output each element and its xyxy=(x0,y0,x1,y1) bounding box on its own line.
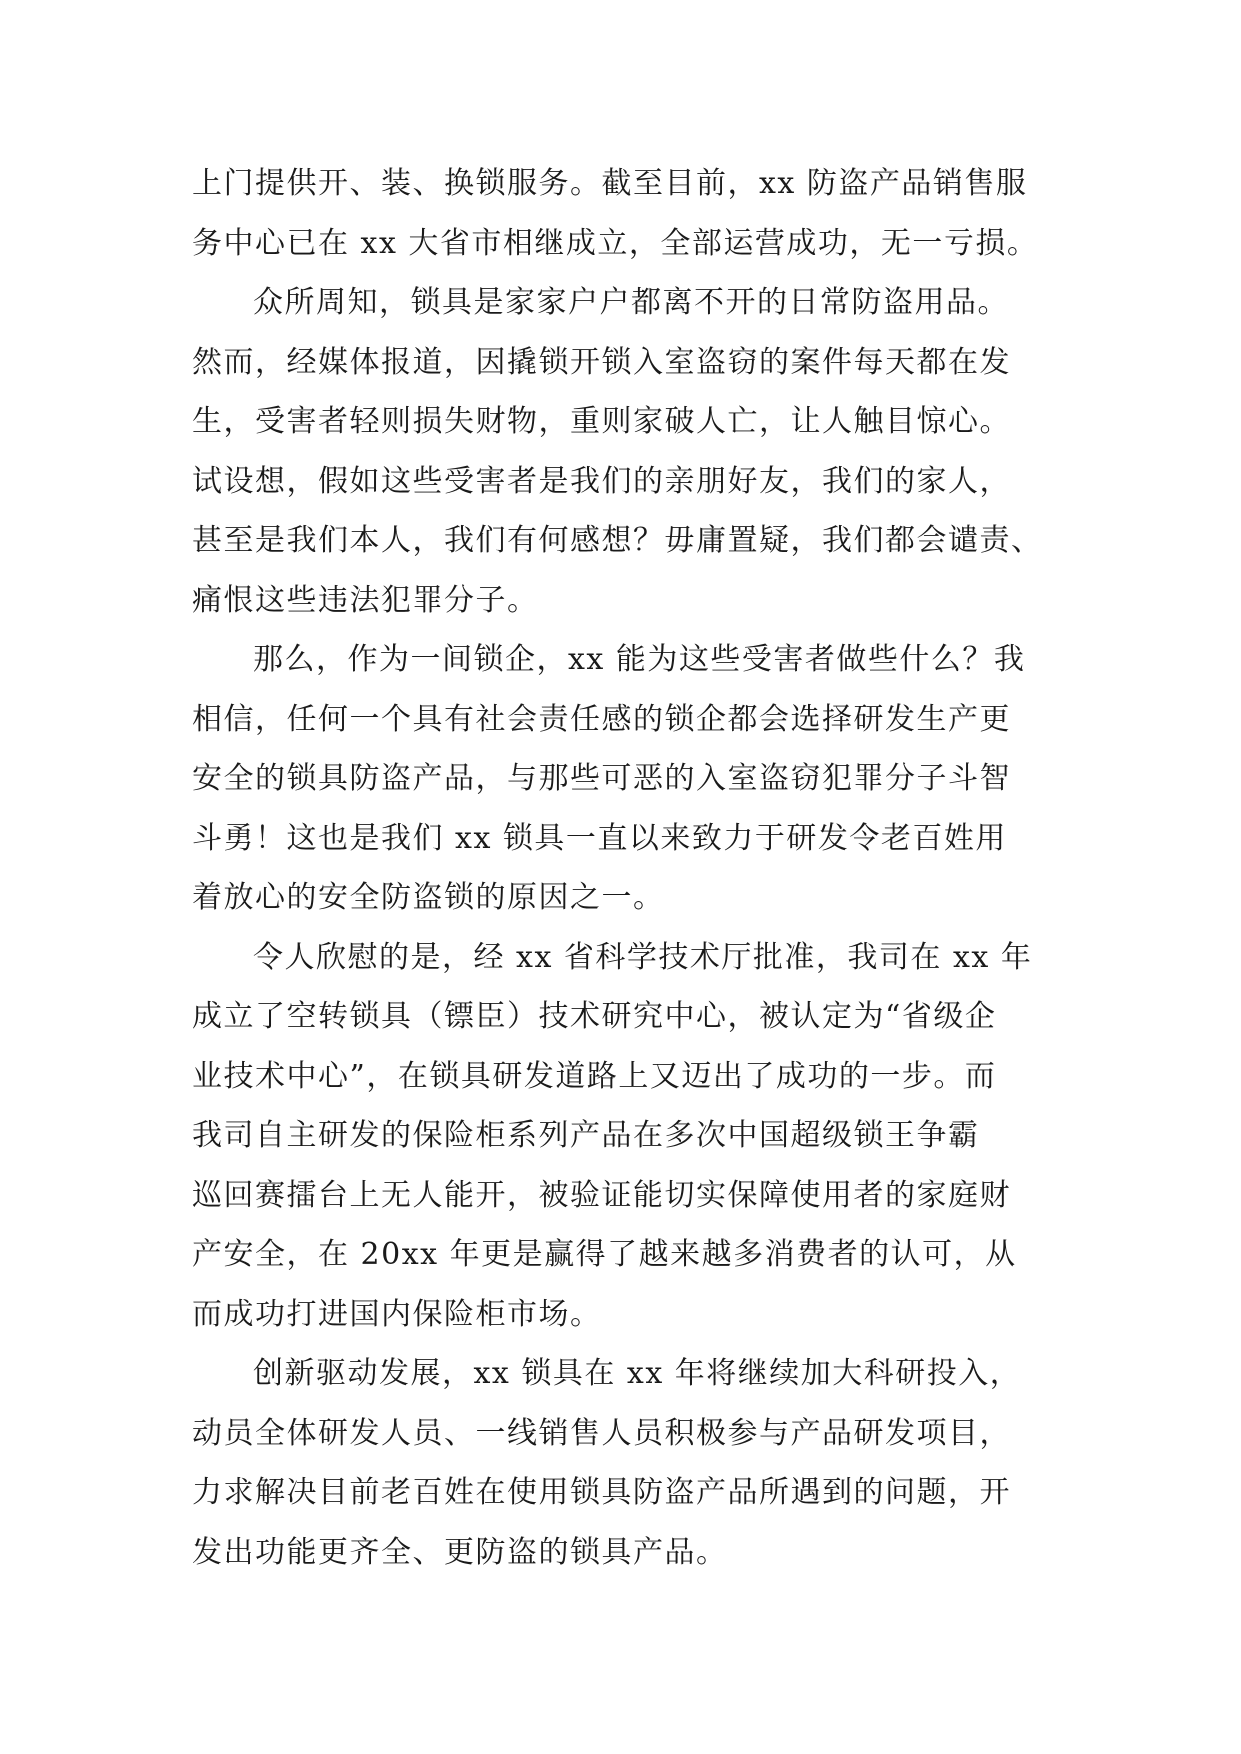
paragraph-5-line-2: 动员全体研发人员、一线销售人员积极参与产品研发项目， xyxy=(192,1415,1011,1451)
paragraph-2-line-5: 甚至是我们本人，我们有何感想？毋庸置疑，我们都会谴责、 xyxy=(192,523,1043,558)
paragraph-4-line-3: 业技术中心”，在锁具研发道路上又迈出了成功的一步。而 xyxy=(192,1058,997,1094)
paragraph-4-line-6: 产安全，在 20xx 年更是赢得了越来越多消费者的认可，从 xyxy=(192,1237,1017,1272)
paragraph-2-line-2: 然而，经媒体报道，因撬锁开锁入室盗窃的案件每天都在发 xyxy=(192,344,1011,380)
paragraph-4-line-4: 我司自主研发的保险柜系列产品在多次中国超级锁王争霸 xyxy=(192,1118,980,1153)
paragraph-4-line-1: 令人欣慰的是，经 xx 省科学技术厅批准，我司在 xx 年 xyxy=(253,939,1033,975)
paragraph-2-line-6: 痛恨这些违法犯罪分子。 xyxy=(192,582,539,618)
paragraph-3-line-1: 那么，作为一间锁企，xx 能为这些受害者做些什么？我 xyxy=(253,642,1026,677)
paragraph-4-line-7: 而成功打进国内保险柜市场。 xyxy=(192,1296,602,1332)
paragraph-3-line-3: 安全的锁具防盗产品，与那些可恶的入室盗窃犯罪分子斗智 xyxy=(192,761,1011,796)
paragraph-1-line-2: 务中心已在 xx 大省市相继成立，全部运营成功，无一亏损。 xyxy=(192,225,1039,261)
paragraph-1-line-1: 上门提供开、装、换锁服务。截至目前，xx 防盗产品销售服 xyxy=(192,166,1028,201)
paragraph-3-line-2: 相信，任何一个具有社会责任感的锁企都会选择研发生产更 xyxy=(192,701,1011,737)
paragraph-3-line-4: 斗勇！这也是我们 xx 锁具一直以来致力于研发令老百姓用 xyxy=(192,820,1007,856)
paragraph-2-line-3: 生，受害者轻则损失财物，重则家破人亡，让人触目惊心。 xyxy=(192,404,1011,439)
paragraph-5-line-1: 创新驱动发展，xx 锁具在 xx 年将继续加大科研投入， xyxy=(253,1356,1022,1391)
paragraph-5-line-3: 力求解决目前老百姓在使用锁具防盗产品所遇到的问题，开 xyxy=(192,1475,1011,1510)
paragraph-5-line-4: 发出功能更齐全、更防盗的锁具产品。 xyxy=(192,1534,728,1570)
paragraph-4-line-5: 巡回赛擂台上无人能开，被验证能切实保障使用者的家庭财 xyxy=(192,1177,1011,1213)
paragraph-4-line-2: 成立了空转锁具（镖臣）技术研究中心，被认定为“省级企 xyxy=(192,999,997,1034)
paragraph-3-line-5: 着放心的安全防盗锁的原因之一。 xyxy=(192,880,665,915)
document-body xyxy=(192,154,1052,1582)
paragraph-2-line-4: 试设想，假如这些受害者是我们的亲朋好友，我们的家人， xyxy=(192,463,1011,499)
paragraph-2-line-1: 众所周知，锁具是家家户户都离不开的日常防盗用品。 xyxy=(253,285,1009,320)
